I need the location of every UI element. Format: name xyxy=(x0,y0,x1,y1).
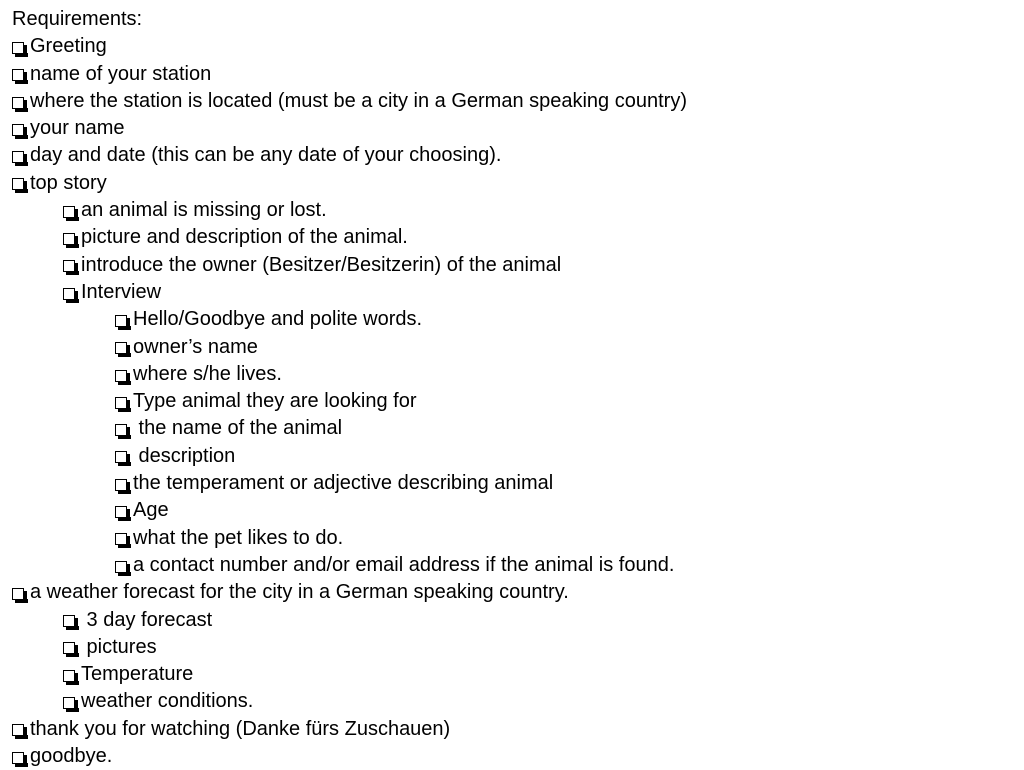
checklist-item-text: Temperature xyxy=(81,663,194,686)
checkbox-icon xyxy=(12,151,24,163)
checklist-item xyxy=(12,61,1012,88)
checklist-item xyxy=(12,388,1012,415)
checklist-item-text: thank you for watching (Danke fürs Zuschauen) xyxy=(30,717,451,740)
checklist-item-text: what the pet likes to do. xyxy=(133,526,344,549)
checklist-item-text: Interview xyxy=(81,280,162,303)
checkbox-icon xyxy=(115,397,127,409)
checklist-item xyxy=(12,443,1012,470)
checklist-item xyxy=(12,579,1012,606)
checklist-item xyxy=(12,306,1012,333)
checklist-item-text: weather conditions. xyxy=(81,690,254,713)
checkbox-icon xyxy=(63,697,75,709)
checklist-item-text: day and date (this can be any date of your choosing). xyxy=(30,144,502,167)
checklist-item xyxy=(12,743,1012,770)
heading-text: Requirements: xyxy=(12,8,143,30)
checkbox-icon xyxy=(115,533,127,545)
checklist-item-text: pictures xyxy=(81,635,157,658)
checklist-item xyxy=(12,252,1012,279)
checkbox-icon xyxy=(63,615,75,627)
checkbox-icon xyxy=(63,260,75,272)
checkbox-icon xyxy=(115,342,127,354)
checklist-item-text: name of your station xyxy=(30,62,212,85)
checkbox-icon xyxy=(115,370,127,382)
requirements-checklist xyxy=(12,33,1012,770)
checklist-item xyxy=(12,716,1012,743)
checklist-item-text: introduce the owner (Besitzer/Besitzerin) of the animal xyxy=(81,253,562,276)
checkbox-icon xyxy=(115,506,127,518)
checkbox-icon xyxy=(115,561,127,573)
checklist-item-text: Hello/Goodbye and polite words. xyxy=(133,308,423,331)
checklist-item xyxy=(12,470,1012,497)
checkbox-icon xyxy=(63,206,75,218)
checklist-item xyxy=(12,197,1012,224)
checklist-item xyxy=(12,279,1012,306)
checkbox-icon xyxy=(12,69,24,81)
checklist-item xyxy=(12,688,1012,715)
checklist-item-text: Type animal they are looking for xyxy=(133,390,417,413)
checklist-item xyxy=(12,361,1012,388)
checklist-item xyxy=(12,497,1012,524)
checklist-item xyxy=(12,115,1012,142)
checkbox-icon xyxy=(12,588,24,600)
checklist-item-text: your name xyxy=(30,117,125,140)
checkbox-icon xyxy=(63,642,75,654)
checklist-item-text: owner’s name xyxy=(133,335,258,358)
checkbox-icon xyxy=(12,97,24,109)
checklist-item-text: Age xyxy=(133,499,169,522)
checkbox-icon xyxy=(115,451,127,463)
checkbox-icon xyxy=(12,124,24,136)
checklist-item-text: where the station is located (must be a city in a German speaking country) xyxy=(30,89,687,112)
checkbox-icon xyxy=(12,724,24,736)
checklist-item xyxy=(12,142,1012,169)
checkbox-icon xyxy=(12,42,24,54)
checklist-item-text: Greeting xyxy=(30,35,107,58)
checklist-item-text: a contact number and/or email address if the animal is found. xyxy=(133,553,675,576)
checklist-item xyxy=(12,334,1012,361)
checklist-item-text: 3 day forecast xyxy=(81,608,213,631)
checklist-item xyxy=(12,525,1012,552)
checklist-item-text: where s/he lives. xyxy=(133,362,282,385)
checklist-item xyxy=(12,552,1012,579)
checklist-item-text: top story xyxy=(30,171,107,194)
checklist-item xyxy=(12,88,1012,115)
checklist-item-text: description xyxy=(133,444,236,467)
checkbox-icon xyxy=(115,479,127,491)
requirements-heading xyxy=(12,6,1012,33)
checkbox-icon xyxy=(115,315,127,327)
checkbox-icon xyxy=(12,752,24,764)
checklist-item xyxy=(12,634,1012,661)
checklist-item-text: goodbye. xyxy=(30,745,113,768)
checkbox-icon xyxy=(115,424,127,436)
checklist-item-text: an animal is missing or lost. xyxy=(81,199,327,222)
requirements-document xyxy=(12,6,1012,770)
checklist-item-text: the name of the animal xyxy=(133,417,343,440)
checklist-item-text: picture and description of the animal. xyxy=(81,226,408,249)
checkbox-icon xyxy=(63,288,75,300)
checkbox-icon xyxy=(63,670,75,682)
checklist-item xyxy=(12,661,1012,688)
checklist-item xyxy=(12,224,1012,251)
checklist-item-text: a weather forecast for the city in a German speaking country. xyxy=(30,581,569,604)
checklist-item xyxy=(12,607,1012,634)
checklist-item-text: the temperament or adjective describing animal xyxy=(133,472,554,495)
checkbox-icon xyxy=(12,178,24,190)
checklist-item xyxy=(12,170,1012,197)
checklist-item xyxy=(12,415,1012,442)
checkbox-icon xyxy=(63,233,75,245)
checklist-item xyxy=(12,33,1012,60)
